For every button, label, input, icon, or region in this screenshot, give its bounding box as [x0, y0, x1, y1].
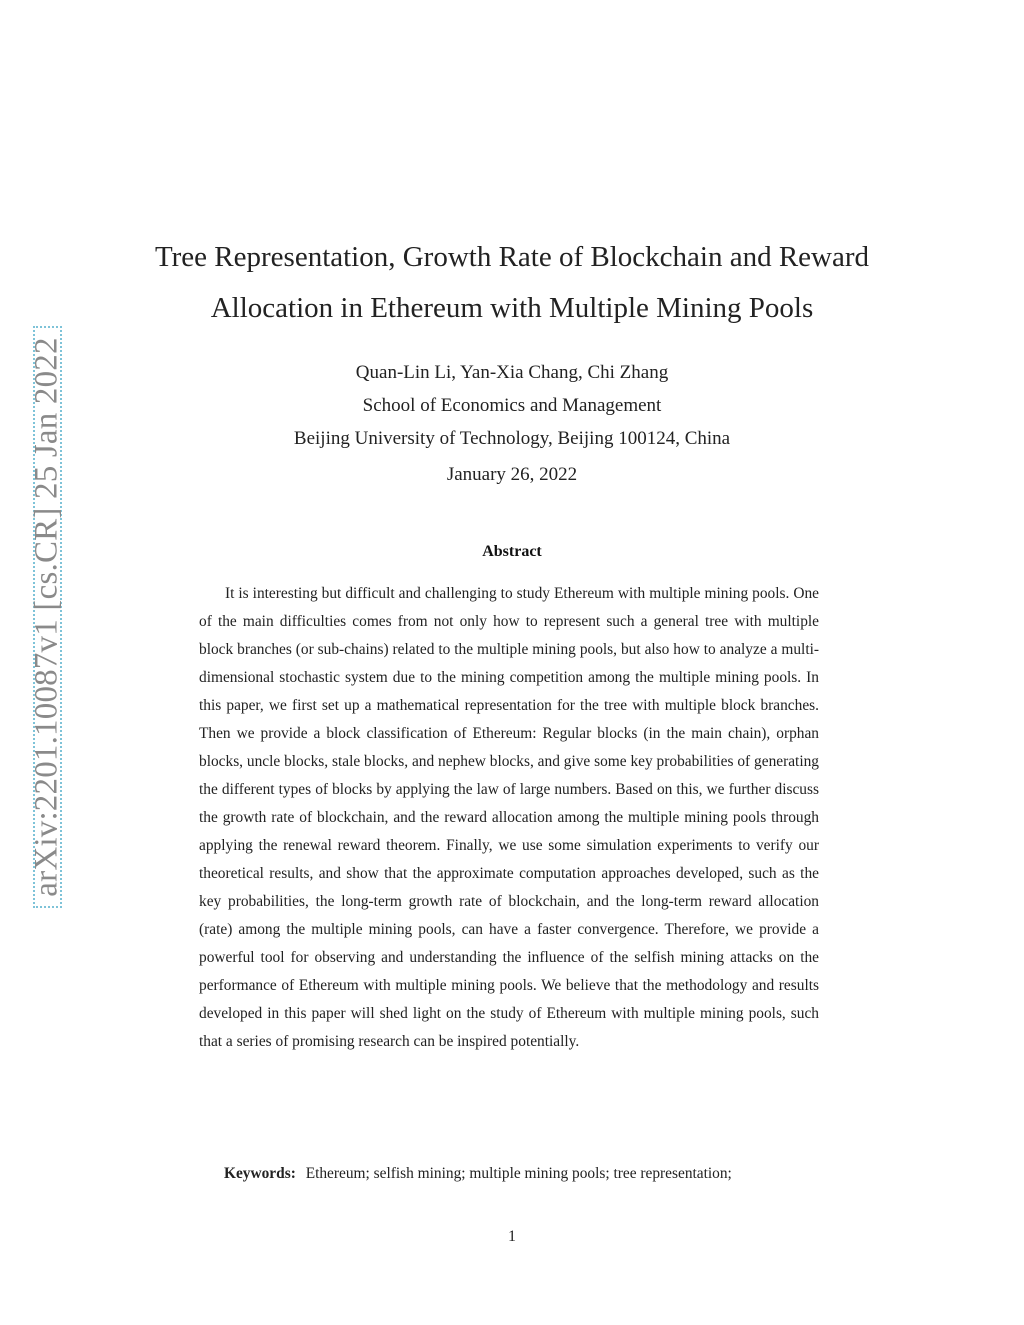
abstract-body: It is interesting but difficult and challenging to study Ethereum with multiple mining pools. One of the main difficulties comes from not only how to represent such a general tree with multiple block branches (or sub-chains) related to the multiple mining pools, but also how to analyze a multi-dimensional stochastic system due to the mining competition among the multiple mining pools. In this paper, we first set up a mathematical representation for the tree with multiple block branches. Then we provide a block classification of Ethereum: Regular blocks (in the main chain), orphan blocks, uncle blocks, stale blocks, and nephew blocks, and give some key probabilities of generating the different types of blocks by applying the law of large numbers. Based on this, we further discuss the growth rate of blockchain, and the reward allocation among the multiple mining pools through applying the renewal reward theorem. Finally, we use some simulation experiments to verify our theoretical results, and show that the approximate computation approaches developed, such as the key probabilities, the long-term growth rate of blockchain, and the long-term reward allocation (rate) among the multiple mining pools, can have a faster convergence. Therefore, we provide a powerful tool for observing and understanding the influence of the selfish mining attacks on the performance of Ethereum with multiple mining pools. We believe that the methodology and results developed in this paper will shed light on the study of Ethereum with multiple mining pools, such that a series of promising research can be inspired potentially. — [199, 585, 819, 1050]
paper-date: January 26, 2022 — [446, 464, 578, 485]
keywords-text: Ethereum; selfish mining; multiple mining pools; tree representation; — [305, 1165, 732, 1182]
keywords — [224, 1165, 732, 1183]
affiliation-university: Beijing University of Technology, Beijing 100124, China — [293, 428, 731, 449]
author-block — [0, 356, 1024, 455]
arxiv-identifier: arXiv:2201.10087v1 [cs.CR] 25 Jan 2022 — [28, 337, 65, 897]
page-number: 1 — [508, 1228, 516, 1245]
keywords-label: Keywords: — [224, 1165, 296, 1182]
abstract-heading: Abstract — [482, 543, 542, 560]
title-line-2: Allocation in Ethereum with Multiple Mining Pools — [210, 292, 814, 324]
authors: Quan-Lin Li, Yan-Xia Chang, Chi Zhang — [355, 362, 669, 383]
affiliation-school: School of Economics and Management — [362, 395, 662, 416]
paper-title — [0, 232, 1024, 334]
title-line-1: Tree Representation, Growth Rate of Blockchain and Reward — [154, 241, 870, 273]
